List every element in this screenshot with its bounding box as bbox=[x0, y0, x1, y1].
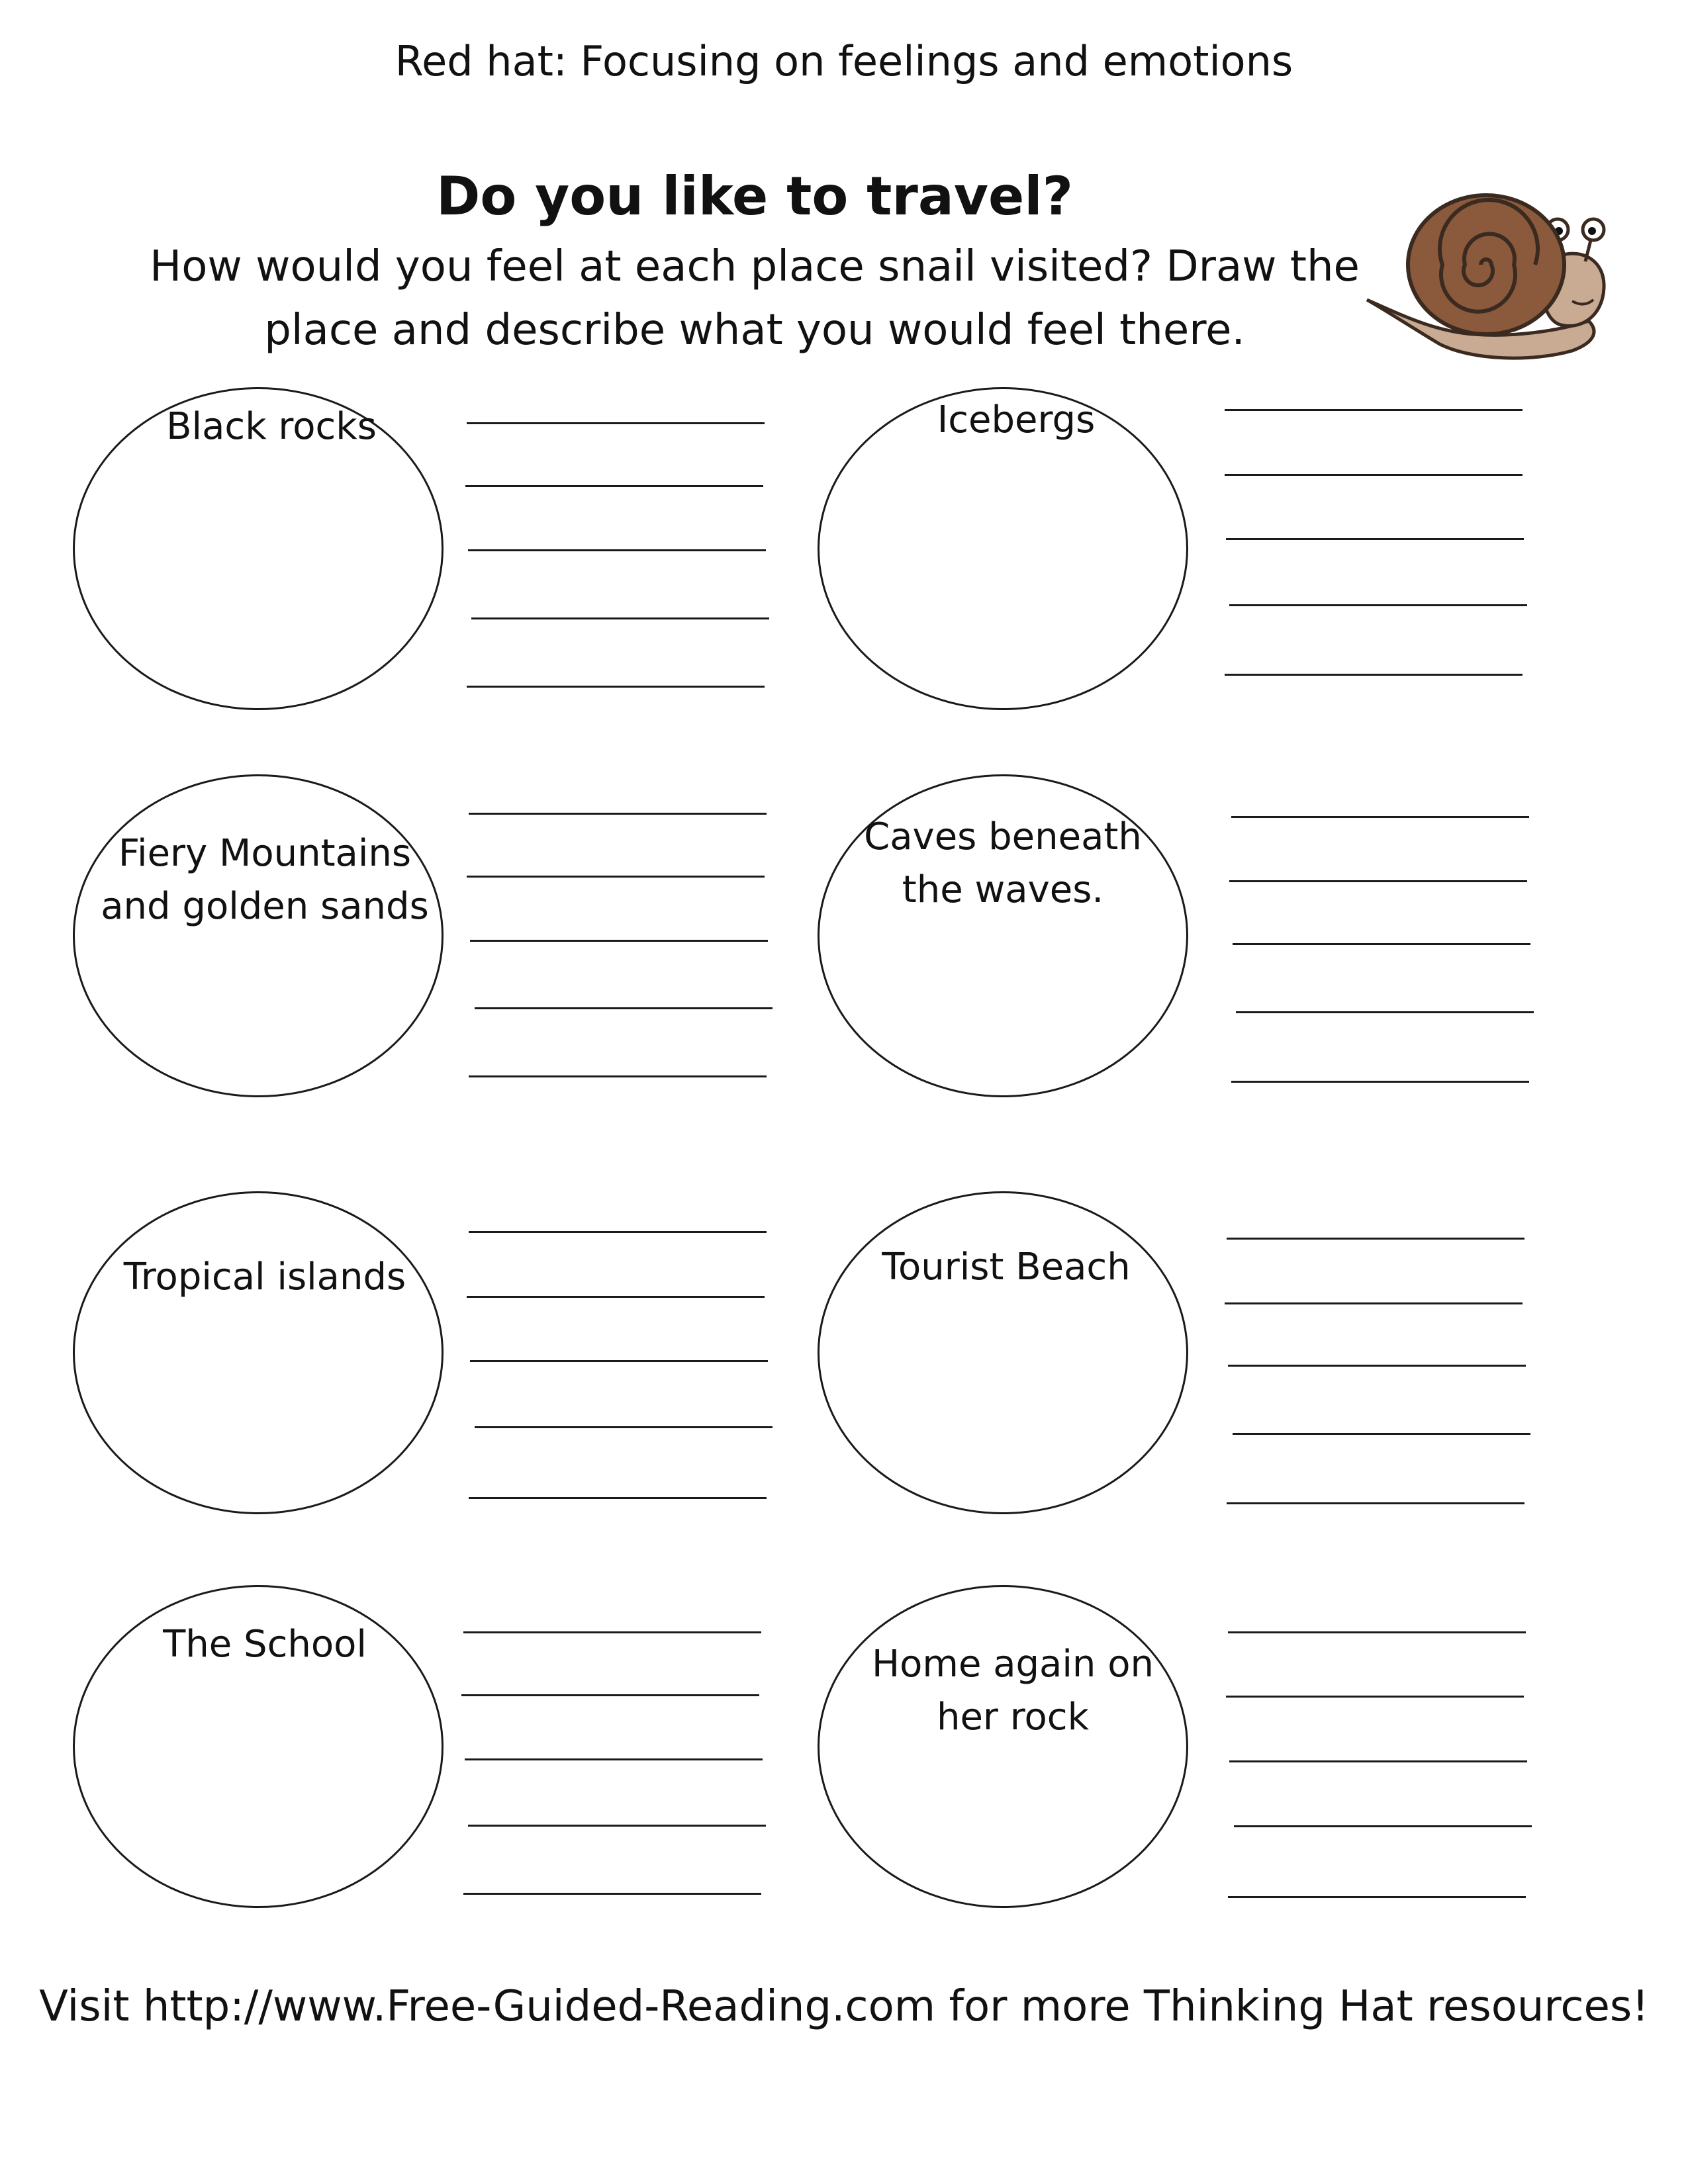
writing-line[interactable] bbox=[1226, 1696, 1524, 1698]
place-label-the-school: The School bbox=[163, 1623, 367, 1666]
place-label-tropical-islands: Tropical islands bbox=[123, 1255, 406, 1298]
drawing-circle-home-again[interactable] bbox=[818, 1585, 1188, 1908]
writing-line[interactable] bbox=[1225, 474, 1523, 476]
place-label-fiery-mountains-line-2: and golden sands bbox=[101, 885, 429, 928]
worksheet-header: Red hat: Focusing on feelings and emotions bbox=[395, 37, 1293, 85]
writing-line[interactable] bbox=[1225, 674, 1523, 676]
writing-line[interactable] bbox=[1225, 1302, 1523, 1304]
writing-line[interactable] bbox=[470, 1360, 768, 1362]
writing-line[interactable] bbox=[463, 1893, 761, 1895]
writing-line[interactable] bbox=[467, 686, 765, 688]
place-label-caves-line-2: the waves. bbox=[902, 868, 1104, 911]
writing-line[interactable] bbox=[471, 617, 769, 619]
writing-line[interactable] bbox=[1233, 1433, 1530, 1435]
writing-line[interactable] bbox=[1231, 1081, 1529, 1083]
writing-line[interactable] bbox=[468, 1825, 766, 1827]
writing-line[interactable] bbox=[465, 1758, 763, 1760]
writing-line[interactable] bbox=[463, 1631, 761, 1633]
writing-line[interactable] bbox=[1229, 1760, 1527, 1762]
writing-line[interactable] bbox=[1227, 1502, 1524, 1504]
writing-line[interactable] bbox=[469, 1231, 767, 1233]
snail-icon bbox=[1360, 189, 1612, 381]
writing-line[interactable] bbox=[1234, 1825, 1532, 1827]
place-label-black-rocks: Black rocks bbox=[166, 405, 377, 448]
writing-line[interactable] bbox=[461, 1694, 759, 1696]
place-label-fiery-mountains-line-1: Fiery Mountains bbox=[118, 832, 412, 875]
instructions-line-1: How would you feel at each place snail visited? Draw the bbox=[150, 242, 1360, 291]
place-label-tourist-beach: Tourist Beach bbox=[882, 1246, 1131, 1289]
writing-line[interactable] bbox=[469, 1497, 767, 1499]
writing-line[interactable] bbox=[468, 549, 766, 551]
place-label-caves-line-1: Caves beneath bbox=[864, 815, 1142, 858]
writing-line[interactable] bbox=[1227, 1238, 1524, 1240]
writing-line[interactable] bbox=[465, 485, 763, 487]
writing-line[interactable] bbox=[1236, 1011, 1534, 1013]
writing-line[interactable] bbox=[1228, 1631, 1526, 1633]
drawing-circle-fiery-mountains[interactable] bbox=[73, 774, 444, 1097]
writing-line[interactable] bbox=[470, 940, 768, 942]
writing-line[interactable] bbox=[467, 422, 765, 424]
footer-resource-link: Visit http://www.Free-Guided-Reading.com for more Thinking Hat resources! bbox=[39, 1982, 1649, 2031]
writing-line[interactable] bbox=[475, 1007, 773, 1009]
place-label-home-again-line-1: Home again on bbox=[872, 1643, 1154, 1686]
writing-line[interactable] bbox=[1225, 409, 1523, 411]
writing-line[interactable] bbox=[1226, 538, 1524, 540]
page-title: Do you like to travel? bbox=[436, 165, 1074, 227]
place-label-icebergs: Icebergs bbox=[937, 398, 1096, 441]
drawing-circle-tropical-islands[interactable] bbox=[73, 1191, 444, 1514]
writing-line[interactable] bbox=[1229, 880, 1527, 882]
writing-line[interactable] bbox=[467, 876, 765, 878]
writing-line[interactable] bbox=[467, 1296, 765, 1298]
writing-line[interactable] bbox=[1233, 943, 1530, 945]
writing-line[interactable] bbox=[1229, 604, 1527, 606]
writing-line[interactable] bbox=[1228, 1365, 1526, 1367]
writing-line[interactable] bbox=[469, 813, 767, 815]
place-label-home-again-line-2: her rock bbox=[936, 1696, 1090, 1739]
drawing-circle-tourist-beach[interactable] bbox=[818, 1191, 1188, 1514]
writing-line[interactable] bbox=[475, 1426, 773, 1428]
instructions-line-2: place and describe what you would feel there. bbox=[264, 306, 1245, 355]
writing-line[interactable] bbox=[1228, 1896, 1526, 1898]
writing-line[interactable] bbox=[469, 1075, 767, 1077]
writing-line[interactable] bbox=[1231, 816, 1529, 818]
